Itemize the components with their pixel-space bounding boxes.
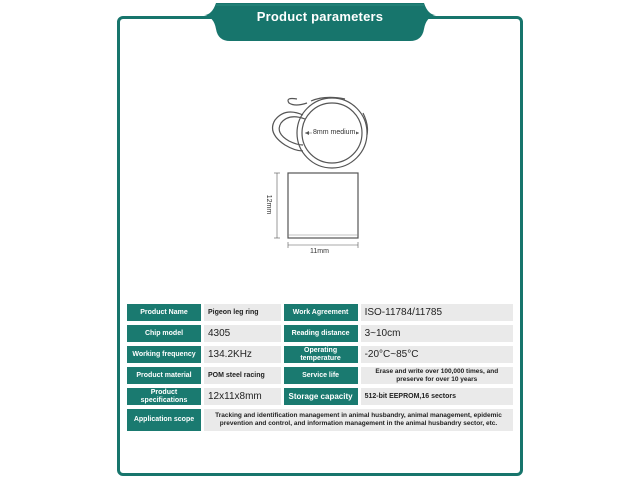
table-row: [127, 409, 513, 431]
value-cell: Pigeon leg ring: [204, 304, 281, 321]
table-row: [127, 325, 513, 342]
header-tab: [204, 3, 436, 43]
inner-diameter-label: 8mm medium: [313, 129, 356, 136]
value-cell: -20°C~85°C: [361, 346, 513, 363]
key-cell: Product specifications: [127, 388, 201, 405]
value-cell: 512-bit EEPROM,16 sectors: [361, 388, 513, 405]
table-row: [127, 304, 513, 321]
table-row: [127, 388, 513, 405]
value-cell: Erase and write over 100,000 times, and preserve for over 10 years: [361, 367, 513, 384]
value-cell: Tracking and identification management in animal husbandry, animal management, epidemic prevention and control, and information management in the animal husbandry sector, etc.: [204, 409, 513, 431]
value-cell: ISO-11784/11785: [361, 304, 513, 321]
height-label: 12mm: [265, 194, 273, 215]
key-cell: Work Agreement: [284, 304, 358, 321]
key-cell: Working frequency: [127, 346, 201, 363]
key-cell: Chip model: [127, 325, 201, 342]
value-cell: 12x11x8mm: [204, 388, 281, 405]
ring-drawing: [255, 85, 385, 260]
value-cell: POM steel racing: [204, 367, 281, 384]
key-cell: Service life: [284, 367, 358, 384]
width-label: 11mm: [310, 248, 329, 255]
key-cell: Application scope: [127, 409, 201, 431]
parameters-table: [124, 300, 516, 435]
key-cell: Product material: [127, 367, 201, 384]
table-row: [127, 367, 513, 384]
value-cell: 4305: [204, 325, 281, 342]
value-cell: 3~10cm: [361, 325, 513, 342]
table-row: [127, 346, 513, 363]
key-cell: Product Name: [127, 304, 201, 321]
page-title: Product parameters: [256, 9, 384, 24]
key-cell: Reading distance: [284, 325, 358, 342]
key-cell: Operating temperature: [284, 346, 358, 363]
key-cell: Storage capacity: [284, 388, 358, 405]
value-cell: 134.2KHz: [204, 346, 281, 363]
